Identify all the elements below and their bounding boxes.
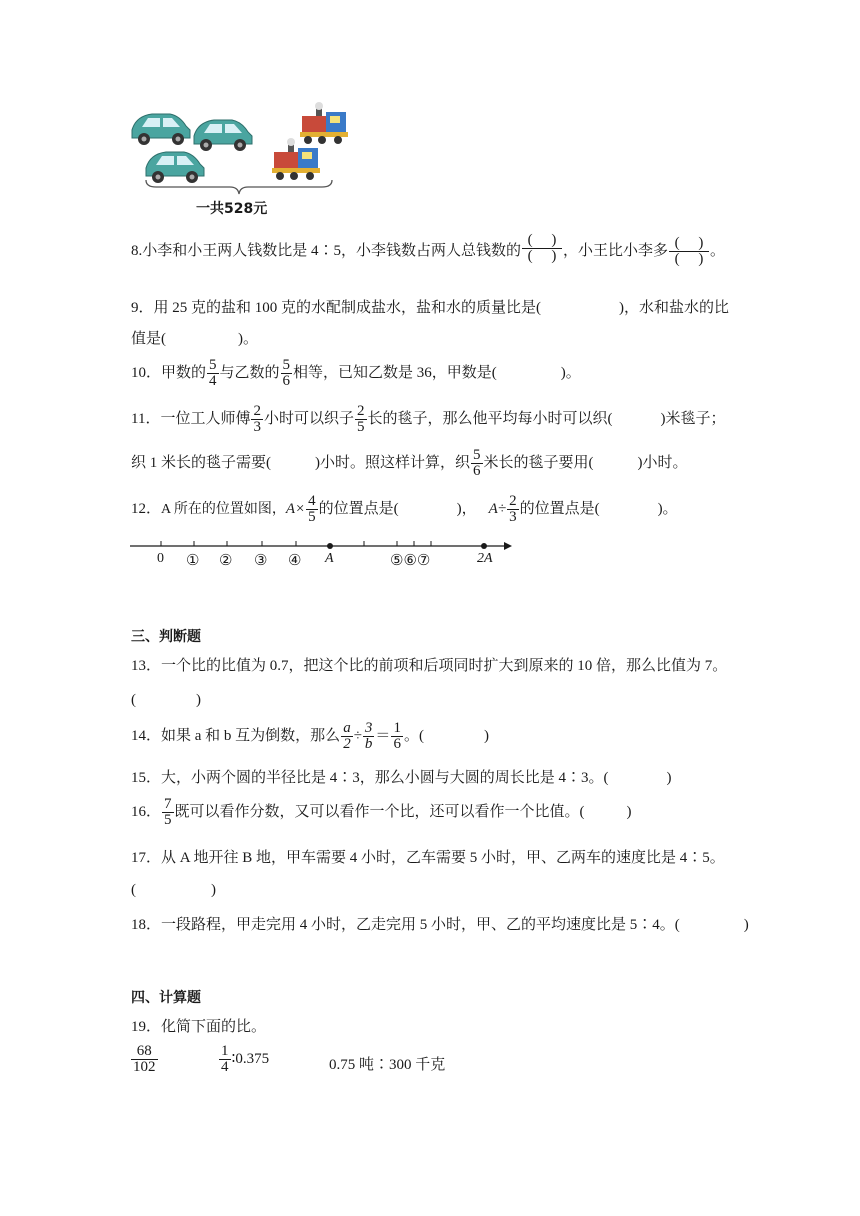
question-9: 9．用 25 克的盐和 100 克的水配制成盐水，盐和水的质量比是( )，水和盐水的比 (131, 300, 730, 316)
question-8: 8.小李和小王两人钱数比是 4∶5，小李钱数占两人总钱数的 $\frac{( )}{( )}$ ，小王比小李多 $\frac{( )}{( )}$ 。 (131, 232, 726, 267)
nl-label-3: ③ (254, 553, 268, 569)
toy-illustration (126, 100, 366, 220)
nl-label-2a: 2A (477, 551, 493, 566)
brace-icon (144, 178, 334, 196)
train-icon (300, 102, 348, 144)
answer-paren[interactable]: ( ) (131, 882, 216, 898)
question-12: 12．A 所在的位置如图，A× $\frac{4}{5}$ 的位置点是( )， A÷ $\frac{2}{3}$ 的位置点是( )。 (131, 493, 678, 525)
question-18: 18．一段路程，甲走完用 4 小时，乙走完用 5 小时，甲、乙的平均速度比是 5∶4。( ) (131, 917, 749, 933)
blank-fraction[interactable]: $\frac{( )}{( )}$ (522, 233, 562, 264)
question-14: 14．如果 a 和 b 互为倒数，那么 $\frac{a}{2}$ ÷ $\frac{3}{b}$ ＝ $\frac{1}{6}$ 。( ) (131, 720, 489, 752)
nl-label-2: ② (219, 553, 233, 569)
question-text: 小李和小王两人钱数比是 4∶5，小李钱数占两人总钱数的 (142, 242, 522, 259)
question-10: 10．甲数的 $\frac{5}{4}$ 与乙数的 $\frac{5}{6}$ 相等，已知乙数是 36，甲数是( )。 (131, 357, 581, 389)
ratio-1: $\frac{68}{102}$ (133, 1043, 156, 1075)
question-13: 13．一个比的比值为 0.7，把这个比的前项和后项同时扩大到原来的 10 倍，那么比值为 7。 (131, 658, 728, 674)
nl-label-4: ④ (288, 553, 302, 569)
question-text: ，小王比小李多 (563, 242, 669, 259)
section-3-title: 三、判断题 (131, 629, 201, 645)
nl-label-a: A (325, 551, 334, 566)
train-icon (272, 138, 320, 180)
number-line (126, 536, 516, 572)
question-number: 8 (131, 242, 139, 259)
question-17: 17．从 A 地开往 B 地，甲车需要 4 小时，乙车需要 5 小时，甲、乙两车的速度比是 4∶5。 (131, 850, 725, 866)
nl-label-0: 0 (157, 551, 164, 566)
blank-fraction[interactable]: $\frac{( )}{( )}$ (669, 236, 709, 267)
question-11-cont: 织 1 米长的毯子需要( )小时。照这样计算，织 $\frac{5}{6}$ 米长的毯子要用( )小时。 (131, 447, 688, 479)
nl-label-1: ① (186, 553, 200, 569)
car-icon (194, 120, 252, 151)
question-15: 15．大，小两个圆的半径比是 4∶3，那么小圆与大圆的周长比是 4∶3。( ) (131, 770, 672, 786)
car-icon (132, 114, 190, 145)
nl-label-5-6-7: ⑤⑥⑦ (390, 553, 431, 569)
ratio-3: 0.75 吨∶300 千克 (329, 1057, 446, 1073)
ratio-2: $\frac{1}{4}$ ∶0.375 (221, 1043, 270, 1075)
question-19: 19．化简下面的比。 (131, 1019, 267, 1035)
answer-paren[interactable]: ( ) (131, 692, 201, 708)
question-11: 11．一位工人师傅 $\frac{2}{3}$ 小时可以织子 $\frac{2}{5}$ 长的毯子，那么他平均每小时可以织( )米毯子； (131, 403, 726, 435)
question-16: 16． $\frac{7}{5}$ 既可以看作分数，又可以看作一个比，还可以看作一个比值。( ) (131, 796, 632, 828)
section-4-title: 四、计算题 (131, 990, 201, 1006)
total-label: 一共528元 (196, 201, 268, 217)
question-9-cont: 值是( )。 (131, 331, 258, 347)
